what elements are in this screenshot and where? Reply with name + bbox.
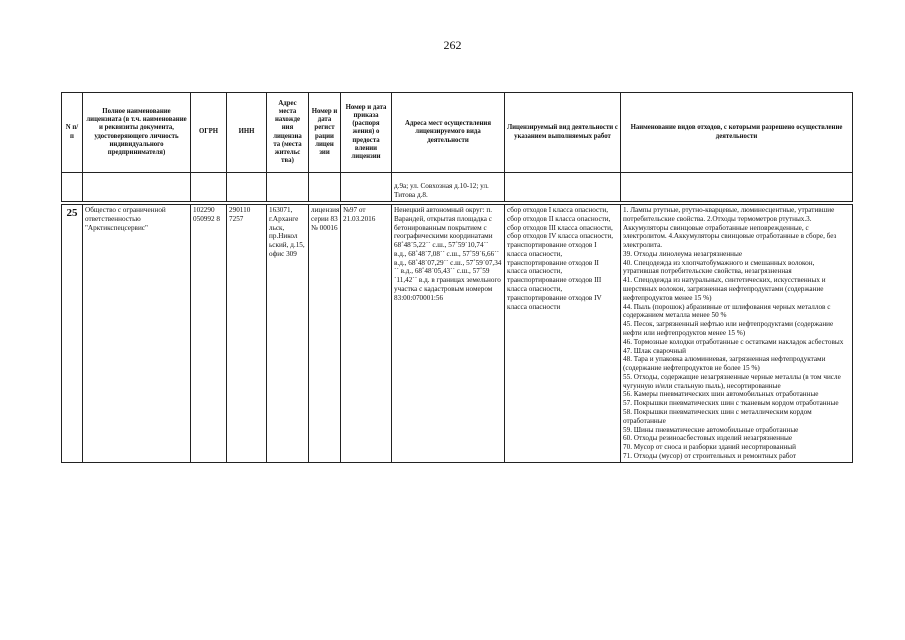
continuation-activity-address: д.9а; ул. Совхозная д.10-12; ул. Титова д.8.	[392, 173, 505, 202]
registration-value: лицензия серии 83 № 00016	[309, 205, 341, 463]
header-num: N п/ п	[62, 93, 83, 173]
header-name: Полное наименование лицензиата (в т.ч. наименование и реквизиты документа, удостоверяющего личность индивидуального предпринимателя)	[83, 93, 191, 173]
list-item: 45. Песок, загрязненный нефтью или нефтепродуктами (содержание нефти или нефтепродуктов менее 15 %)	[623, 320, 834, 337]
page-number: 262	[443, 38, 462, 52]
header-activity: Лицензируемый вид деятельности с указанием выполняемых работ	[505, 93, 621, 173]
inn-value: 290110 7257	[227, 205, 267, 463]
header-activity-address: Адреса мест осуществления лицензируемого вида деятельности	[392, 93, 505, 173]
list-item: 58. Покрышки пневматических шин с металлическим кордом отработанные	[623, 407, 812, 425]
license-table	[61, 92, 853, 463]
list-item: 46. Тормозные колодки отработанные с остатками накладок асбестовых	[623, 337, 844, 346]
header-inn: ИНН	[227, 93, 267, 173]
ogrn-value: 102290 050992 8	[191, 205, 227, 463]
list-item: 57. Покрышки пневматических шин с тканевым кордом отработанные	[623, 399, 839, 408]
list-item: 71. Отходы (мусор) от строительных и ремонтных работ	[623, 451, 797, 460]
list-item: 47. Шлак сварочный	[623, 346, 686, 355]
list-item: 39. Отходы линолеума незагрязненные	[623, 249, 743, 258]
licensee-address: 163071, г.Арханге льск, пр.Никол ьский, д.15, офис 309	[267, 205, 309, 463]
list-item: 1. Лампы ртутные, ртутно-кварцевые, люминесцентные, утратившие потребительские свойства. 2.Отходы термометров ртутных.3. Аккумуляторы свинцовые отработанные неповрежденные, с электролитом. 4.Аккумуляторы свинцовые отработанные в сборе, без электролита.	[623, 206, 837, 250]
waste-types-list	[621, 205, 853, 463]
header-row	[62, 93, 853, 173]
list-item: 55. Отходы, содержащие незагрязненные черные металлы (в том числе чугунную и/или стальную пыль), несортированные	[623, 372, 841, 390]
list-item: 59. Шины пневматические автомобильные отработанные	[623, 425, 799, 434]
list-item: 70. Мусор от сноса и разборки зданий несортированный	[623, 443, 796, 452]
row-number: 25	[62, 205, 83, 463]
licensee-name: Общество с ограниченной ответственностью "Арктикспецсервис"	[83, 205, 191, 463]
header-registration: Номер и дата регист рации лицен зии	[309, 93, 341, 173]
activity-address-value: Ненецкий автономный округ: п. Варандей, открытая площадка с бетонированным покрытием с географическими координатами 68˚48´5,22´´ с.ш., 57˚59´10,74´´ в.д., 68˚48´7,08´´ с.ш., 57˚59´6,66´´ в.д., 68˚48´07,29´´ с.ш., 57˚59´07,34´´ в.д., 68˚48´05,43´´ с.ш., 57˚59´11,42´´ в.д. в границах земельного участка с кадастровым номером 83:00:070001:56	[392, 205, 505, 463]
list-item: 56. Камеры пневматических шин автомобильных отработанные	[623, 390, 819, 399]
activity-value: сбор отходов I класса опасности, сбор отходов II класса опасности, сбор отходов III класса опасности, сбор отходов IV класса опасности, транспортирование отходов I класса опасности, транспортирование отходов II класса опасности, транспортирование отходов III класса опасности, транспортирование отходов IV класса опасности	[505, 205, 621, 463]
list-item: 44. Пыль (порошок) абразивные от шлифования черных металлов с содержанием металла менее 50 %	[623, 302, 831, 320]
header-order: Номер и дата приказа (распоря жения) о предоста влении лицензии	[341, 93, 392, 173]
list-item: 40. Спецодежда из хлопчатобумажного и смешанных волокон, утратившая потребительские свойства, незагрязненная	[623, 258, 815, 276]
continuation-row	[62, 173, 853, 202]
list-item: 60. Отходы резиноасбестовых изделий незагрязненные	[623, 434, 793, 443]
list-item: 41. Спецодежда из натуральных, синтетических, искусственных и шерстяных волокон, загрязненная нефтепродуктами (содержание нефтепродуктов менее 15 %)	[623, 276, 826, 302]
table-row	[62, 205, 853, 463]
list-item: 48. Тара и упаковка алюминиевая, загрязненная нефтепродуктами (содержание нефтепродуктов не более 15 %)	[623, 355, 826, 373]
header-address: Адрес места нахожде ния лицензиа та (места жительс тва)	[267, 93, 309, 173]
header-waste-types: Наименование видов отходов, с которыми разрешено осуществление деятельности	[621, 93, 853, 173]
header-ogrn: ОГРН	[191, 93, 227, 173]
order-value: №97 от 21.03.2016	[341, 205, 392, 463]
